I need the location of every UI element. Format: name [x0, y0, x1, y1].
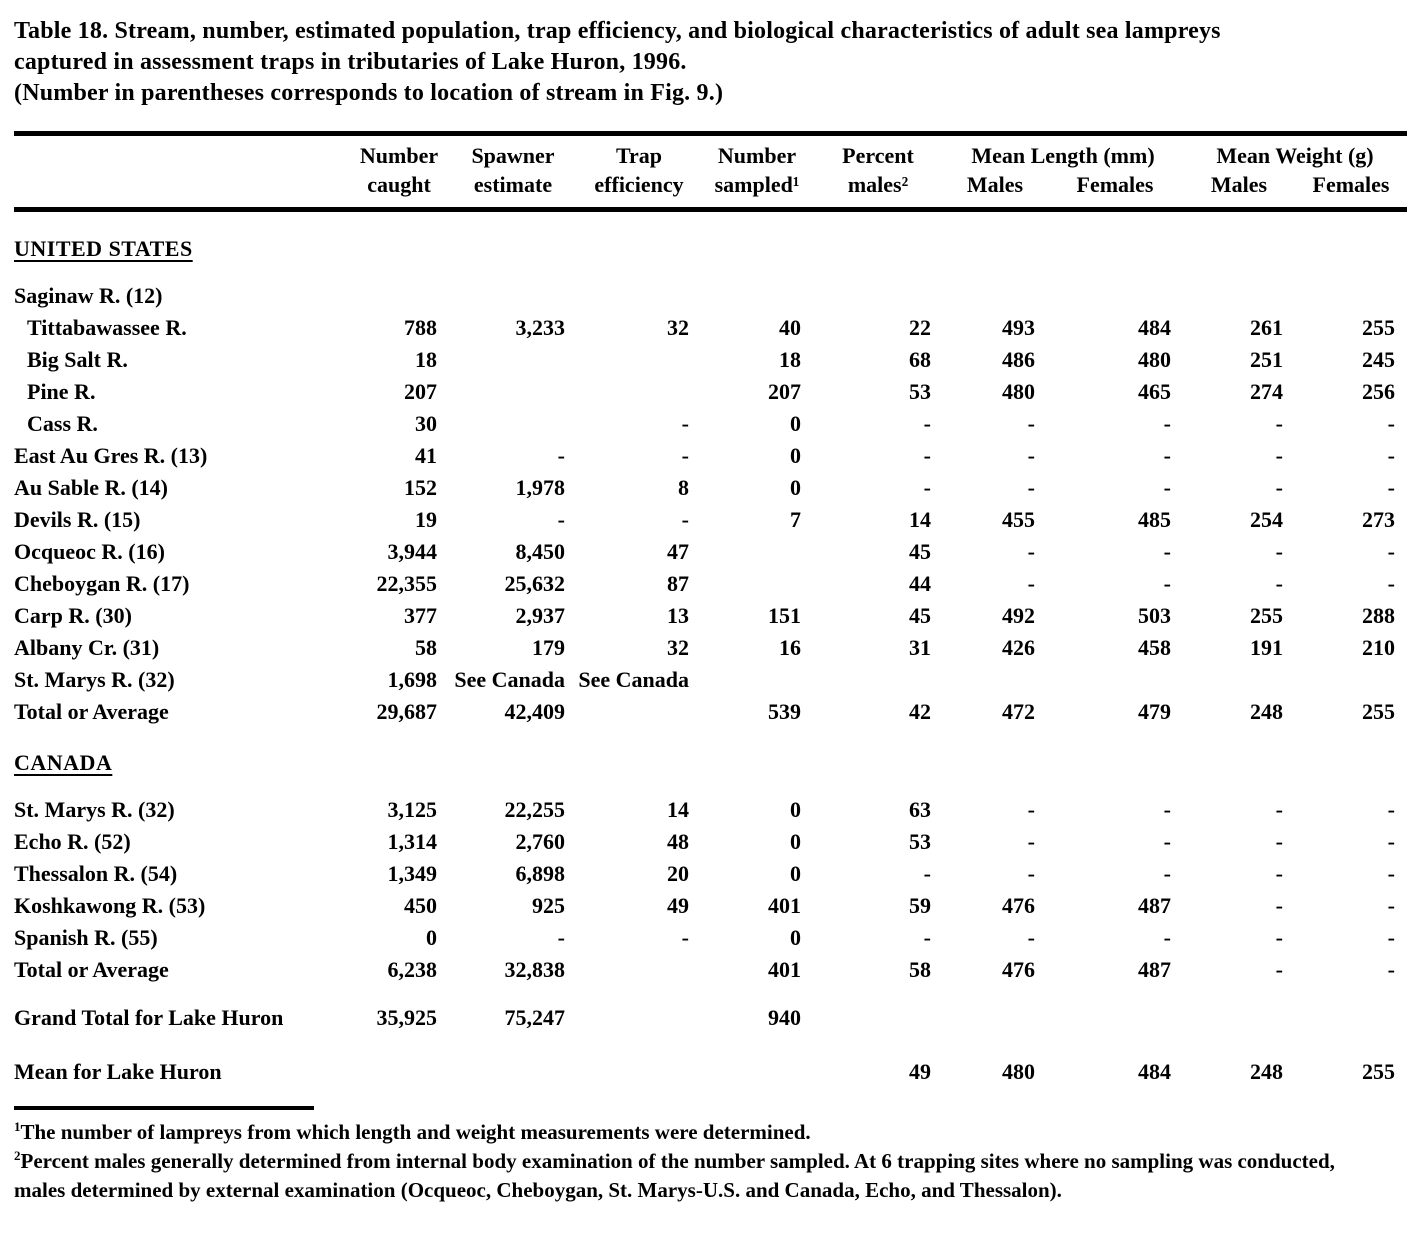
value-cell: 7	[790, 507, 801, 532]
value-cell	[1295, 280, 1407, 312]
table-caption	[14, 16, 1394, 109]
value-cell	[943, 1002, 1047, 1034]
value-cell: 31	[909, 635, 931, 660]
value-cell: -	[1027, 925, 1035, 950]
value-cell: 41	[415, 443, 437, 468]
value-cell: 254	[1250, 507, 1283, 532]
stream-cell: St. Marys R. (32)	[14, 667, 175, 692]
value-cell: 152	[404, 475, 437, 500]
value-cell: -	[1387, 411, 1395, 436]
value-cell: 68	[909, 347, 931, 372]
column-subheader-weight-males: Males	[1183, 171, 1295, 210]
value-cell: 480	[1002, 379, 1035, 404]
value-cell: 40	[779, 315, 801, 340]
value-cell: -	[1027, 861, 1035, 886]
value-cell: 87	[667, 571, 689, 596]
value-cell: 42,409	[504, 699, 565, 724]
column-header-stream-blank	[14, 171, 349, 210]
value-cell	[577, 1002, 701, 1034]
value-cell	[701, 1056, 813, 1088]
value-cell: -	[1275, 443, 1283, 468]
table-row	[14, 440, 1407, 472]
value-cell: -	[1163, 443, 1171, 468]
table-row	[14, 376, 1407, 408]
value-cell	[577, 1056, 701, 1088]
table-body	[14, 210, 1407, 1089]
value-cell: 288	[1362, 603, 1395, 628]
stream-cell: Cheboygan R. (17)	[14, 571, 190, 596]
value-cell: 3,944	[387, 539, 437, 564]
value-cell: 30	[415, 411, 437, 436]
value-cell: 6,238	[387, 957, 437, 982]
value-cell	[1183, 1002, 1295, 1034]
stream-cell: Devils R. (15)	[14, 507, 141, 532]
value-cell	[449, 376, 577, 408]
value-cell: See Canada	[454, 667, 565, 692]
value-cell: 273	[1362, 507, 1395, 532]
spacer-row	[14, 266, 1407, 280]
column-header-number-caught: Number	[349, 134, 449, 172]
caption-note: (Number in parentheses corresponds to location of stream in Fig. 9.)	[14, 80, 724, 106]
value-cell: -	[1027, 411, 1035, 436]
table-row	[14, 826, 1407, 858]
table-row	[14, 890, 1407, 922]
column-subheader-efficiency: efficiency	[577, 171, 701, 210]
value-cell: -	[1387, 475, 1395, 500]
value-cell: 32	[667, 315, 689, 340]
value-cell: 476	[1002, 893, 1035, 918]
value-cell: 58	[415, 635, 437, 660]
value-cell: 1,978	[515, 475, 565, 500]
value-cell: 6,898	[515, 861, 565, 886]
value-cell	[449, 280, 577, 312]
spacer-row	[14, 1034, 1407, 1056]
footnotes	[14, 1106, 1394, 1205]
value-cell: -	[1027, 571, 1035, 596]
value-cell: 53	[909, 829, 931, 854]
value-cell: 2,937	[515, 603, 565, 628]
value-cell: 426	[1002, 635, 1035, 660]
value-cell: 3,233	[515, 315, 565, 340]
value-cell: 476	[1002, 957, 1035, 982]
value-cell: 472	[1002, 699, 1035, 724]
value-cell: 0	[790, 475, 801, 500]
stream-cell: Total or Average	[14, 957, 169, 982]
value-cell: -	[923, 861, 931, 886]
value-cell: 450	[404, 893, 437, 918]
value-cell: 19	[415, 507, 437, 532]
value-cell: 487	[1138, 957, 1171, 982]
value-cell: 207	[768, 379, 801, 404]
value-cell: 377	[404, 603, 437, 628]
table-row	[14, 858, 1407, 890]
value-cell	[701, 280, 813, 312]
value-cell: 480	[1002, 1059, 1035, 1084]
value-cell	[1295, 1002, 1407, 1034]
value-cell: -	[1387, 957, 1395, 982]
value-cell: -	[1275, 571, 1283, 596]
value-cell: 0	[790, 443, 801, 468]
spacer-row	[14, 780, 1407, 794]
value-cell	[349, 280, 449, 312]
value-cell: -	[923, 475, 931, 500]
stream-cell: Echo R. (52)	[14, 829, 131, 854]
value-cell: -	[1163, 861, 1171, 886]
value-cell: 151	[768, 603, 801, 628]
value-cell	[1183, 280, 1295, 312]
column-subheader-weight-females: Females	[1295, 171, 1407, 210]
stream-cell: Spanish R. (55)	[14, 925, 158, 950]
value-cell	[943, 280, 1047, 312]
value-cell: 20	[667, 861, 689, 886]
value-cell: 458	[1138, 635, 1171, 660]
value-cell: 0	[426, 925, 437, 950]
value-cell: 47	[667, 539, 689, 564]
value-cell	[577, 280, 701, 312]
spacer-cell	[14, 780, 1407, 794]
value-cell	[1047, 1002, 1183, 1034]
stream-cell: Thessalon R. (54)	[14, 861, 178, 886]
value-cell: 255	[1362, 315, 1395, 340]
footnote-text: Percent males generally determined from internal body examination of the number sampled. At 6 trapping sites where no sampling was conducted, males determined by external examination (Ocqueoc, Cheboygan, St. Marys-U.S. and Canada, Echo, and Thessalon).	[14, 1149, 1335, 1202]
value-cell: -	[1163, 539, 1171, 564]
value-cell: 0	[790, 797, 801, 822]
value-cell: -	[1387, 443, 1395, 468]
value-cell: 22,255	[504, 797, 565, 822]
value-cell	[701, 536, 813, 568]
value-cell: 256	[1362, 379, 1395, 404]
value-cell: 44	[909, 571, 931, 596]
value-cell: -	[1275, 475, 1283, 500]
value-cell: -	[1163, 829, 1171, 854]
stream-cell: St. Marys R. (32)	[14, 797, 175, 822]
stream-cell: Koshkawong R. (53)	[14, 893, 206, 918]
footnote-text: The number of lampreys from which length and weight measurements were determined.	[20, 1120, 811, 1144]
value-cell: -	[1275, 893, 1283, 918]
stream-cell: Cass R.	[27, 411, 98, 436]
value-cell: 63	[909, 797, 931, 822]
value-cell: 8,450	[515, 539, 565, 564]
value-cell: 401	[768, 957, 801, 982]
stream-cell: Albany Cr. (31)	[14, 635, 160, 660]
value-cell: 25,632	[504, 571, 565, 596]
spacer-row	[14, 210, 1407, 233]
value-cell	[577, 696, 701, 728]
value-cell	[1183, 664, 1295, 696]
summary-row	[14, 1056, 1407, 1088]
value-cell: 503	[1138, 603, 1171, 628]
table-row	[14, 632, 1407, 664]
value-cell: -	[1027, 829, 1035, 854]
value-cell: -	[1275, 539, 1283, 564]
footnote-marker: 1	[14, 1119, 21, 1134]
table-row	[14, 408, 1407, 440]
value-cell: 255	[1250, 603, 1283, 628]
value-cell: -	[557, 507, 565, 532]
value-cell: 49	[667, 893, 689, 918]
table-row	[14, 696, 1407, 728]
value-cell: -	[1387, 925, 1395, 950]
section-cell	[14, 746, 1407, 780]
spacer-cell	[14, 986, 1407, 1002]
value-cell: 22,355	[376, 571, 437, 596]
value-cell: -	[923, 411, 931, 436]
value-cell: 42	[909, 699, 931, 724]
value-cell	[1047, 280, 1183, 312]
stream-cell: East Au Gres R. (13)	[14, 443, 208, 468]
summary-row	[14, 1002, 1407, 1034]
stream-cell: Big Salt R.	[27, 347, 128, 372]
value-cell: 35,925	[376, 1005, 437, 1030]
footnote-marker: 2	[14, 1148, 21, 1163]
table-row	[14, 600, 1407, 632]
value-cell	[449, 1056, 577, 1088]
value-cell: -	[1275, 957, 1283, 982]
value-cell: See Canada	[578, 667, 689, 692]
value-cell: 925	[532, 893, 565, 918]
value-cell: 248	[1250, 1059, 1283, 1084]
value-cell	[813, 1002, 943, 1034]
section-label: UNITED STATES	[14, 236, 193, 261]
value-cell: -	[1027, 443, 1035, 468]
value-cell: 487	[1138, 893, 1171, 918]
value-cell: 18	[415, 347, 437, 372]
value-cell: 179	[532, 635, 565, 660]
footnote-1	[14, 1118, 1344, 1147]
value-cell: 245	[1362, 347, 1395, 372]
value-cell: 2,760	[515, 829, 565, 854]
table-row	[14, 280, 1407, 312]
stream-cell: Saginaw R. (12)	[14, 283, 163, 308]
value-cell: -	[1275, 797, 1283, 822]
value-cell: -	[1027, 475, 1035, 500]
value-cell: -	[1275, 861, 1283, 886]
value-cell: -	[1275, 411, 1283, 436]
spacer-row	[14, 728, 1407, 746]
value-cell: -	[1387, 829, 1395, 854]
value-cell: 18	[779, 347, 801, 372]
column-group-mean-weight: Mean Weight (g)	[1183, 134, 1407, 172]
column-subheader-caught: caught	[349, 171, 449, 210]
value-cell: 14	[909, 507, 931, 532]
value-cell: 401	[768, 893, 801, 918]
table-row	[14, 536, 1407, 568]
value-cell: 58	[909, 957, 931, 982]
value-cell: -	[1387, 539, 1395, 564]
value-cell: -	[681, 507, 689, 532]
column-subheader-length-males: Males	[943, 171, 1047, 210]
value-cell	[577, 954, 701, 986]
value-cell	[577, 344, 701, 376]
table-row	[14, 664, 1407, 696]
value-cell: 539	[768, 699, 801, 724]
value-cell: 486	[1002, 347, 1035, 372]
table-row	[14, 568, 1407, 600]
value-cell: 1,314	[387, 829, 437, 854]
table-row	[14, 344, 1407, 376]
value-cell: 14	[667, 797, 689, 822]
spacer-row	[14, 986, 1407, 1002]
stream-cell: Grand Total for Lake Huron	[14, 1005, 284, 1030]
value-cell: 32,838	[504, 957, 565, 982]
value-cell	[449, 344, 577, 376]
value-cell: 75,247	[504, 1005, 565, 1030]
value-cell	[701, 664, 813, 696]
value-cell: 248	[1250, 699, 1283, 724]
stream-cell: Carp R. (30)	[14, 603, 132, 628]
value-cell: 251	[1250, 347, 1283, 372]
spacer-cell	[14, 210, 1407, 233]
value-cell: -	[923, 443, 931, 468]
value-cell: 45	[909, 603, 931, 628]
value-cell: 13	[667, 603, 689, 628]
spacer-cell	[14, 266, 1407, 280]
value-cell: 261	[1250, 315, 1283, 340]
value-cell: 8	[678, 475, 689, 500]
value-cell: -	[1163, 797, 1171, 822]
value-cell: 3,125	[387, 797, 437, 822]
value-cell: 1,349	[387, 861, 437, 886]
value-cell: 1,698	[387, 667, 437, 692]
value-cell: -	[1163, 571, 1171, 596]
column-subheader-length-females: Females	[1047, 171, 1183, 210]
value-cell: -	[681, 925, 689, 950]
spacer-cell	[14, 728, 1407, 746]
stream-cell: Tittabawassee R.	[27, 315, 187, 340]
value-cell: 45	[909, 539, 931, 564]
column-subheader-estimate: estimate	[449, 171, 577, 210]
caption-line-2: captured in assessment traps in tributaries of Lake Huron, 1996.	[14, 49, 687, 75]
value-cell: 0	[790, 861, 801, 886]
value-cell: 485	[1138, 507, 1171, 532]
stream-cell: Au Sable R. (14)	[14, 475, 169, 500]
caption-line-1: Table 18. Stream, number, estimated population, trap efficiency, and biological characteristics of adult sea lampreys	[14, 18, 1221, 44]
value-cell: -	[1387, 797, 1395, 822]
value-cell	[943, 664, 1047, 696]
stream-cell: Total or Average	[14, 699, 169, 724]
header-row-2	[14, 171, 1407, 210]
column-header-trap: Trap	[577, 134, 701, 172]
value-cell: 49	[909, 1059, 931, 1084]
table-row	[14, 312, 1407, 344]
value-cell: -	[557, 925, 565, 950]
value-cell: -	[1163, 475, 1171, 500]
value-cell: -	[681, 411, 689, 436]
table-header	[14, 134, 1407, 210]
table-row	[14, 794, 1407, 826]
value-cell: 16	[779, 635, 801, 660]
value-cell	[1047, 664, 1183, 696]
section-row	[14, 232, 1407, 266]
value-cell: 0	[790, 411, 801, 436]
value-cell: 255	[1362, 1059, 1395, 1084]
value-cell: 465	[1138, 379, 1171, 404]
footnote-2	[14, 1147, 1344, 1205]
value-cell	[701, 568, 813, 600]
value-cell: 788	[404, 315, 437, 340]
value-cell: 274	[1250, 379, 1283, 404]
value-cell: -	[1027, 797, 1035, 822]
value-cell: -	[1163, 925, 1171, 950]
stream-cell: Pine R.	[27, 379, 96, 404]
stream-cell: Ocqueoc R. (16)	[14, 539, 165, 564]
value-cell: 32	[667, 635, 689, 660]
value-cell	[813, 280, 943, 312]
value-cell: 492	[1002, 603, 1035, 628]
section-row	[14, 746, 1407, 780]
value-cell: 48	[667, 829, 689, 854]
column-group-mean-length: Mean Length (mm)	[943, 134, 1183, 172]
value-cell: 191	[1250, 635, 1283, 660]
value-cell	[349, 1056, 449, 1088]
value-cell	[813, 664, 943, 696]
value-cell: 480	[1138, 347, 1171, 372]
value-cell: -	[1163, 411, 1171, 436]
value-cell: 59	[909, 893, 931, 918]
value-cell: 484	[1138, 1059, 1171, 1084]
value-cell	[577, 376, 701, 408]
column-subheader-males-pct: males²	[813, 171, 943, 210]
table-row	[14, 472, 1407, 504]
value-cell: 484	[1138, 315, 1171, 340]
value-cell: 53	[909, 379, 931, 404]
column-subheader-sampled: sampled¹	[701, 171, 813, 210]
spacer-cell	[14, 1034, 1407, 1056]
table-row	[14, 954, 1407, 986]
column-header-stream	[14, 134, 349, 172]
column-header-number-sampled: Number	[701, 134, 813, 172]
header-row-1	[14, 134, 1407, 172]
section-cell	[14, 232, 1407, 266]
value-cell: -	[557, 443, 565, 468]
value-cell: -	[1027, 539, 1035, 564]
value-cell: 207	[404, 379, 437, 404]
section-label: CANADA	[14, 750, 113, 775]
value-cell: 22	[909, 315, 931, 340]
value-cell: -	[923, 925, 931, 950]
column-header-spawner: Spawner	[449, 134, 577, 172]
value-cell: 0	[790, 829, 801, 854]
value-cell: -	[1387, 571, 1395, 596]
value-cell: 29,687	[376, 699, 437, 724]
value-cell: 255	[1362, 699, 1395, 724]
value-cell: -	[681, 443, 689, 468]
value-cell: -	[1275, 829, 1283, 854]
footnote-separator	[14, 1106, 314, 1110]
value-cell: 210	[1362, 635, 1395, 660]
value-cell: 479	[1138, 699, 1171, 724]
value-cell: 493	[1002, 315, 1035, 340]
table-row	[14, 922, 1407, 954]
stream-cell: Mean for Lake Huron	[14, 1059, 222, 1084]
value-cell: 940	[768, 1005, 801, 1030]
value-cell	[1295, 664, 1407, 696]
value-cell	[449, 408, 577, 440]
value-cell: -	[1275, 925, 1283, 950]
value-cell: -	[1387, 893, 1395, 918]
column-header-percent: Percent	[813, 134, 943, 172]
value-cell: 455	[1002, 507, 1035, 532]
value-cell: 0	[790, 925, 801, 950]
table-row	[14, 504, 1407, 536]
value-cell: -	[1387, 861, 1395, 886]
lamprey-table	[14, 131, 1407, 1088]
